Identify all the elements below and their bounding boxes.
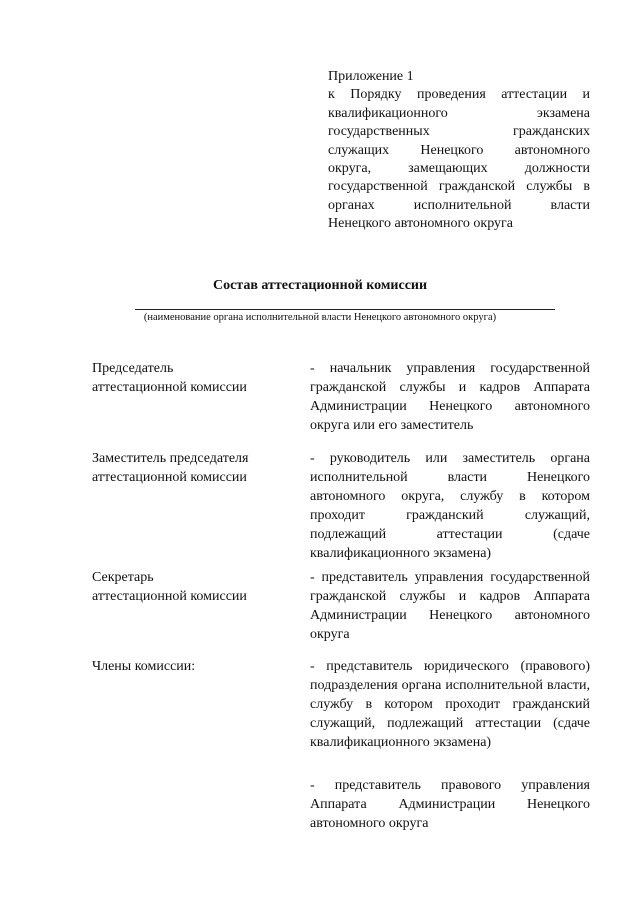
member-role-line: аттестационной комиссии [92,380,247,395]
appendix-line: квалификационного экзамена [328,105,590,121]
appendix-line: к Порядку проведения аттестации и [328,87,590,103]
member-role-line: Председатель [92,361,174,376]
member-role [92,449,282,487]
fill-in-line [135,309,555,310]
member-role-line: аттестационной комиссии [92,470,247,485]
member-description: - представитель правового управления Аппарата Администрации Ненецкого автономного округа [310,778,590,831]
member-role-line: Члены комиссии: [92,659,196,674]
member-description: - руководитель или заместитель органа исполнительной власти Ненецкого автономного округа, службу в котором проходит гражданский служащий, подлежащий аттестации (сдаче квалификационного экзамена) [310,451,590,561]
member-role [92,568,282,606]
member-description: - представитель управления государственной гражданской службы и кадров Аппарата Администрации Ненецкого автономного округа [310,570,590,642]
appendix-line: государственных гражданских [328,124,590,140]
member-role-line: Заместитель председателя [92,451,249,466]
member-description: - начальник управления государственной гражданской службы и кадров Аппарата Администрации Ненецкого автономного округа или его заместитель [310,361,590,433]
appendix-line: органах исполнительной власти [328,197,590,213]
appendix-note [328,68,590,234]
member-role-line: аттестационной комиссии [92,589,247,604]
appendix-line: округа, замещающих должности [328,161,590,177]
appendix-line: Ненецкого автономного округа [328,216,513,232]
document-title: Состав аттестационной комиссии [212,278,428,293]
member-role [92,657,282,676]
member-role-line: Секретарь [92,570,154,585]
member-description: - представитель юридического (правового) подразделения органа исполнительной власти, службу в котором проходит гражданский служащий, подлежащий аттестации (сдаче квалификационного экзамена) [310,659,590,750]
appendix-line: государственной гражданской службы в [328,179,590,195]
appendix-line: служащих Ненецкого автономного [328,142,590,158]
member-role [92,359,282,397]
appendix-line: Приложение 1 [328,69,414,84]
fill-in-caption: (наименование органа исполнительной власти Ненецкого автономного округа) [143,312,497,323]
